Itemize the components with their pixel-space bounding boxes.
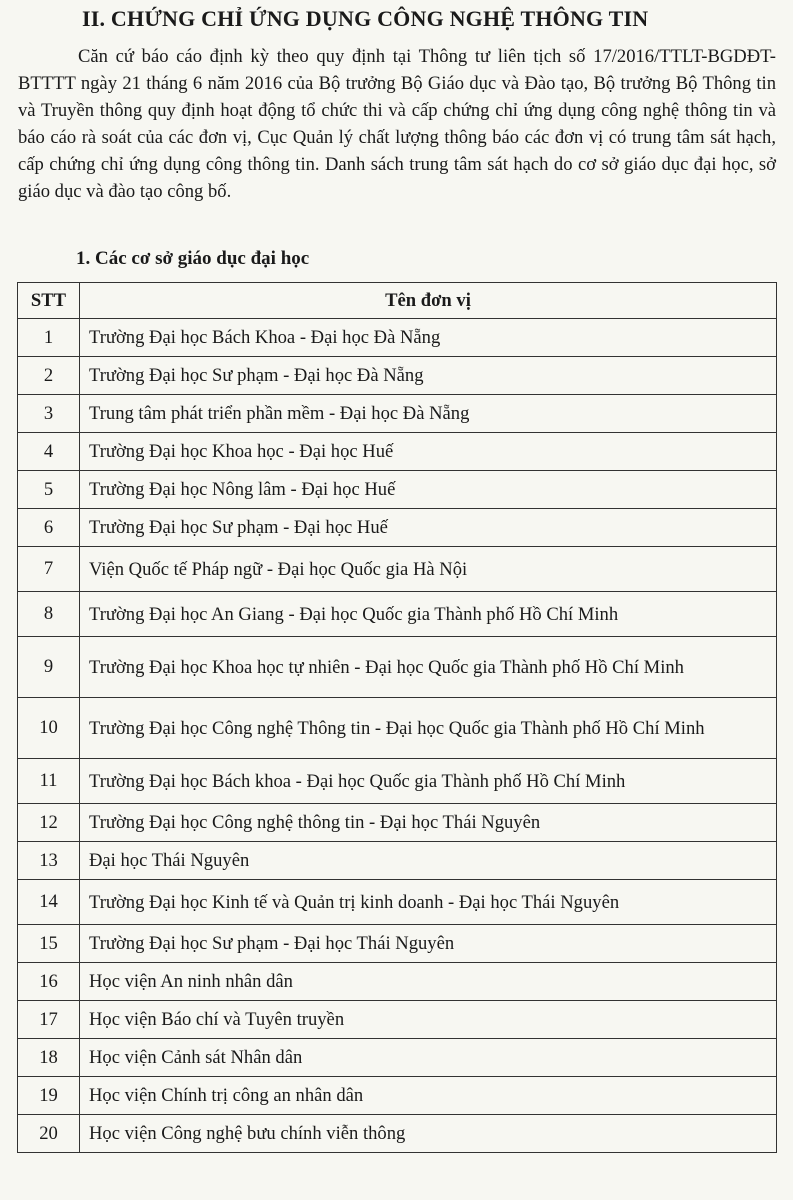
- row-stt: 19: [18, 1077, 80, 1115]
- intro-paragraph: Căn cứ báo cáo định kỳ theo quy định tại Thông tư liên tịch số 17/2016/TTLT-BGDĐT-BTTTT ngày 21 tháng 6 năm 2016 của Bộ trưởng Bộ Giáo dục và Đào tạo, Bộ trưởng Bộ Thông tin và Truyền thông quy định hoạt động tổ chức thi và cấp chứng chỉ ứng dụng công nghệ thông tin và báo cáo rà soát của các đơn vị, Cục Quản lý chất lượng thông báo các đơn vị có trung tâm sát hạch, cấp chứng chỉ ứng dụng công thông tin. Danh sách trung tâm sát hạch do cơ sở giáo dục đại học, sở giáo dục và đào tạo công bố.: [18, 46, 776, 202]
- row-name: Trường Đại học Sư phạm - Đại học Thái Nguyên: [80, 925, 777, 963]
- row-stt: 15: [18, 925, 80, 963]
- row-stt: 9: [18, 637, 80, 698]
- table-row: [18, 925, 777, 963]
- table-row: [18, 759, 777, 804]
- row-name: Học viện Công nghệ bưu chính viễn thông: [80, 1115, 777, 1153]
- table-row: [18, 471, 777, 509]
- row-name: Đại học Thái Nguyên: [80, 842, 777, 880]
- row-name: Trung tâm phát triển phần mềm - Đại học Đà Nẵng: [80, 395, 777, 433]
- row-stt: 14: [18, 880, 80, 925]
- table-row: [18, 1001, 777, 1039]
- table-row: [18, 1039, 777, 1077]
- row-name: Học viện Chính trị công an nhân dân: [80, 1077, 777, 1115]
- table-row: [18, 395, 777, 433]
- table-row: [18, 357, 777, 395]
- table-row: [18, 963, 777, 1001]
- table-row: [18, 509, 777, 547]
- institution-table: [17, 282, 777, 1153]
- row-name: Trường Đại học Sư phạm - Đại học Đà Nẵng: [80, 357, 777, 395]
- row-stt: 16: [18, 963, 80, 1001]
- row-name: Trường Đại học Khoa học tự nhiên - Đại học Quốc gia Thành phố Hồ Chí Minh: [80, 637, 777, 698]
- table-row: [18, 547, 777, 592]
- row-stt: 20: [18, 1115, 80, 1153]
- table-row: [18, 637, 777, 698]
- table-row: [18, 880, 777, 925]
- table-row: [18, 804, 777, 842]
- table-row: [18, 842, 777, 880]
- row-name: Học viện An ninh nhân dân: [80, 963, 777, 1001]
- table-row: [18, 319, 777, 357]
- row-name: Trường Đại học Nông lâm - Đại học Huế: [80, 471, 777, 509]
- row-name: Trường Đại học Sư phạm - Đại học Huế: [80, 509, 777, 547]
- row-stt: 10: [18, 698, 80, 759]
- row-stt: 5: [18, 471, 80, 509]
- table-row: [18, 698, 777, 759]
- row-name: Trường Đại học Bách Khoa - Đại học Đà Nẵng: [80, 319, 777, 357]
- row-name: Học viện Báo chí và Tuyên truyền: [80, 1001, 777, 1039]
- subsection-title: 1. Các cơ sở giáo dục đại học: [76, 248, 310, 269]
- table-row: [18, 592, 777, 637]
- row-name: Trường Đại học Khoa học - Đại học Huế: [80, 433, 777, 471]
- row-stt: 3: [18, 395, 80, 433]
- row-stt: 2: [18, 357, 80, 395]
- table-header-row: [18, 283, 777, 319]
- table-row: [18, 433, 777, 471]
- section-title: II. CHỨNG CHỈ ỨNG DỤNG CÔNG NGHỆ THÔNG TIN: [82, 6, 649, 31]
- row-name: Trường Đại học Kinh tế và Quản trị kinh doanh - Đại học Thái Nguyên: [80, 880, 777, 925]
- row-stt: 4: [18, 433, 80, 471]
- row-stt: 17: [18, 1001, 80, 1039]
- row-stt: 13: [18, 842, 80, 880]
- header-name: Tên đơn vị: [80, 283, 777, 319]
- row-stt: 12: [18, 804, 80, 842]
- row-name: Trường Đại học Công nghệ thông tin - Đại học Thái Nguyên: [80, 804, 777, 842]
- table-row: [18, 1115, 777, 1153]
- row-stt: 7: [18, 547, 80, 592]
- row-name: Trường Đại học Bách khoa - Đại học Quốc gia Thành phố Hồ Chí Minh: [80, 759, 777, 804]
- row-stt: 11: [18, 759, 80, 804]
- row-stt: 1: [18, 319, 80, 357]
- row-name: Trường Đại học An Giang - Đại học Quốc gia Thành phố Hồ Chí Minh: [80, 592, 777, 637]
- row-stt: 6: [18, 509, 80, 547]
- header-stt: STT: [18, 283, 80, 319]
- row-stt: 18: [18, 1039, 80, 1077]
- row-name: Trường Đại học Công nghệ Thông tin - Đại học Quốc gia Thành phố Hồ Chí Minh: [80, 698, 777, 759]
- row-name: Học viện Cảnh sát Nhân dân: [80, 1039, 777, 1077]
- row-stt: 8: [18, 592, 80, 637]
- table-row: [18, 1077, 777, 1115]
- row-name: Viện Quốc tế Pháp ngữ - Đại học Quốc gia Hà Nội: [80, 547, 777, 592]
